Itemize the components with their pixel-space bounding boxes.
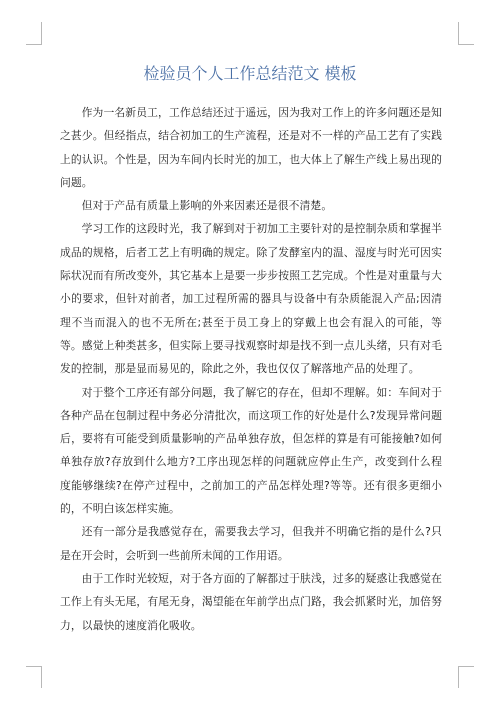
crop-mark-bottom-left [41,666,42,688]
paragraph-4: 对于整个工序还有部分问题，我了解它的存在，但却不理解。如：车间对于各种产品在包制过程中务必分清批次，而这项工作的好处是什么?发现异常问题后，要将有可能受到质量影响的产品单独存放，但怎样的算是有可能接触?如何单独存放?存放到什么地方?工序出现怎样的问题就应停止生产，改变到什么程度能够继续?在停产过程中，之前加工的产品怎样处理?等等。还有很多更细小的，不明白该怎样实施。 [60,385,442,516]
crop-mark-bottom-right [458,666,459,688]
crop-mark-top-left [26,44,42,45]
document-body [60,101,442,637]
paragraph-2: 但对于产品有质量上影响的外来因素还是很不清楚。 [81,199,333,213]
crop-mark-top-right [458,22,459,44]
paragraph-5: 还有一部分是我感觉存在，需要我去学习，但我并不明确它指的是什么?只是在开会时，会听到一些前所未闻的工作用语。 [60,525,442,562]
paragraph-1: 作为一名新员工，工作总结还过于遥远，因为我对工作上的许多问题还是知之甚少。但经指点，结合初加工的生产流程，还是对不一样的产品工艺有了实践上的认识。个性是，因为车间内长时光的加工，也大体上了解生产线上易出现的问题。 [60,106,442,189]
crop-mark-top-right [458,44,474,45]
document-title: 检验员个人工作总结范文 模板 [143,64,357,83]
crop-mark-bottom-left [26,666,42,667]
paragraph-6: 由于工作时光较短，对于各方面的了解都过于肤浅，过多的疑惑让我感觉在工作上有头无尾，有尾无身，渴望能在年前学出点门路，我会抓紧时光，加倍努力，以最快的速度消化吸收。 [60,571,442,632]
paragraph-3: 学习工作的这段时光，我了解到对于初加工主要针对的是控制杂质和掌握半成品的规格，后者工艺上有明确的规定。除了发酵室内的温、湿度与时光可因实际状况而有所改变外，其它基本上是要一步步按照工艺完成。个性是对重量与大小的要求，但针对前者，加工过程所需的器具与设备中有杂质能混入产品;因清理不当而混入的也不无所在;甚至于员工身上的穿戴上也会有混入的可能，等等。感觉上种类甚多，但实际上要寻找观察时却是找不到一点儿头绪，只有对毛发的控制，那是显而易见的，除此之外，我也仅仅了解落地产品的处理了。 [60,222,442,376]
crop-mark-bottom-right [458,666,474,667]
crop-mark-top-left [41,22,42,44]
